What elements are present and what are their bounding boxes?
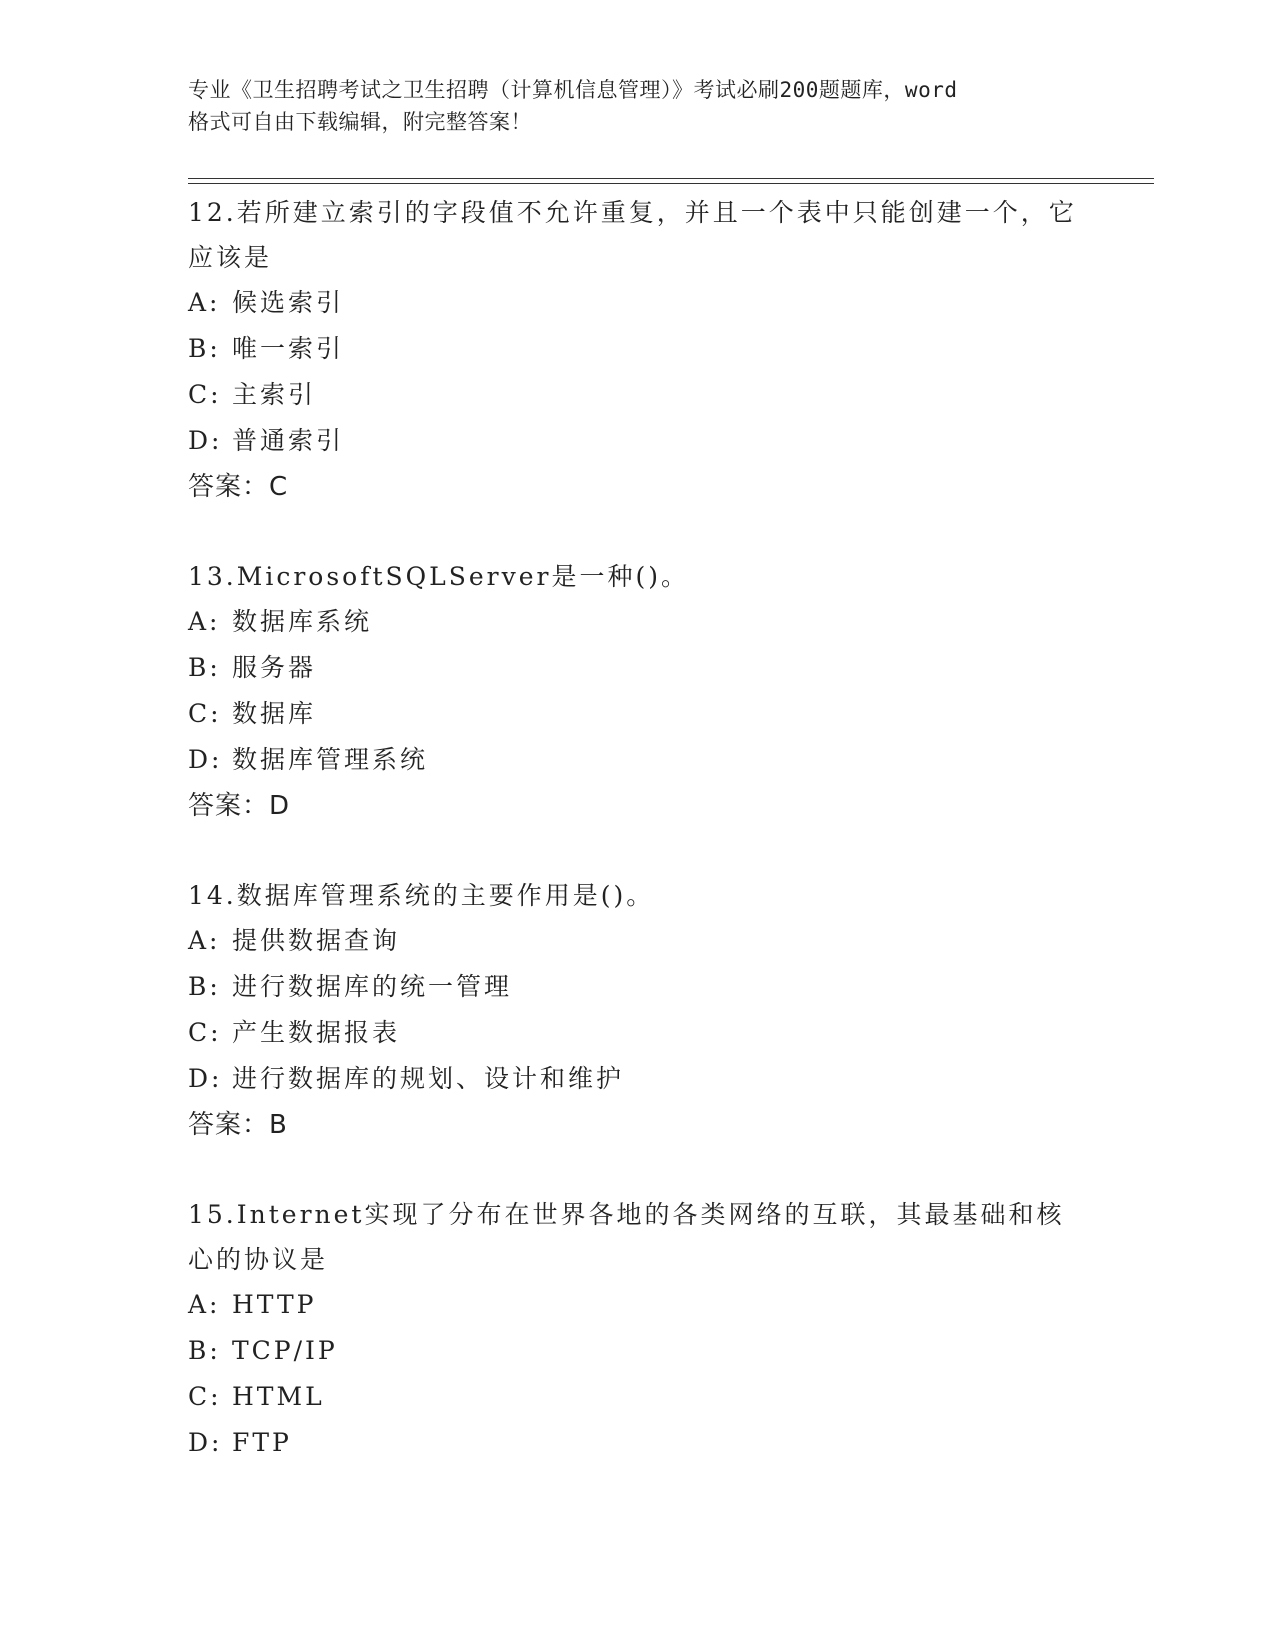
option-text: TCP/IP bbox=[232, 1336, 338, 1365]
option-b bbox=[188, 964, 1138, 1010]
document-header bbox=[188, 74, 1088, 138]
option-text: FTP bbox=[232, 1428, 292, 1457]
question-text: 13.MicrosoftSQLServer是一种()。 bbox=[188, 562, 690, 591]
question-text: 14.数据库管理系统的主要作用是()。 bbox=[188, 881, 655, 910]
option-text: 进行数据库的规划、设计和维护 bbox=[232, 1064, 625, 1093]
header-divider-bottom bbox=[188, 183, 1154, 184]
option-c bbox=[188, 691, 1138, 737]
option-text: 主索引 bbox=[232, 380, 317, 409]
question-12 bbox=[188, 190, 1138, 510]
option-letter: D: bbox=[188, 1428, 223, 1457]
option-letter: D: bbox=[188, 426, 223, 455]
option-d bbox=[188, 418, 1138, 464]
option-text: 提供数据查询 bbox=[232, 926, 401, 955]
option-d bbox=[188, 1420, 1138, 1466]
option-letter: B: bbox=[188, 334, 221, 363]
option-c bbox=[188, 1010, 1138, 1056]
question-text: 15.Internet实现了分布在世界各地的各类网络的互联，其最基础和核心的协议是 bbox=[188, 1200, 1065, 1274]
option-text: 进行数据库的统一管理 bbox=[232, 972, 513, 1001]
option-letter: A: bbox=[188, 288, 221, 317]
option-text: 产生数据报表 bbox=[232, 1018, 401, 1047]
option-c bbox=[188, 1374, 1138, 1420]
option-letter: A: bbox=[188, 1290, 221, 1319]
option-text: 唯一索引 bbox=[232, 334, 345, 363]
option-a bbox=[188, 280, 1138, 326]
header-divider-top bbox=[188, 178, 1154, 179]
answer-line: 答案：D bbox=[188, 791, 291, 821]
option-d bbox=[188, 1056, 1138, 1102]
option-letter: B: bbox=[188, 1336, 221, 1365]
option-text: 服务器 bbox=[232, 653, 317, 682]
option-text: 数据库 bbox=[232, 699, 317, 728]
header-line-2: 格式可自由下载编辑，附完整答案！ bbox=[188, 110, 532, 134]
option-letter: A: bbox=[188, 926, 221, 955]
question-text: 12.若所建立索引的字段值不允许重复，并且一个表中只能创建一个，它应该是 bbox=[188, 198, 1077, 272]
option-text: 普通索引 bbox=[232, 426, 345, 455]
answer-line: 答案：B bbox=[188, 1110, 288, 1140]
option-b bbox=[188, 1328, 1138, 1374]
option-letter: C: bbox=[188, 1018, 222, 1047]
option-text: 候选索引 bbox=[232, 288, 345, 317]
answer-line: 答案：C bbox=[188, 472, 289, 502]
option-letter: C: bbox=[188, 380, 222, 409]
option-letter: D: bbox=[188, 1064, 223, 1093]
option-c bbox=[188, 372, 1138, 418]
question-list bbox=[188, 190, 1138, 1466]
question-15 bbox=[188, 1192, 1138, 1466]
option-letter: D: bbox=[188, 745, 223, 774]
option-text: HTML bbox=[232, 1382, 325, 1411]
option-text: 数据库管理系统 bbox=[232, 745, 429, 774]
option-a bbox=[188, 599, 1138, 645]
header-line-1: 专业《卫生招聘考试之卫生招聘（计算机信息管理）》考试必刷200题题库，word bbox=[188, 78, 958, 102]
option-letter: A: bbox=[188, 607, 221, 636]
option-d bbox=[188, 737, 1138, 783]
question-13 bbox=[188, 554, 1138, 829]
option-b bbox=[188, 645, 1138, 691]
option-letter: B: bbox=[188, 653, 221, 682]
option-a bbox=[188, 918, 1138, 964]
option-b bbox=[188, 326, 1138, 372]
option-a bbox=[188, 1282, 1138, 1328]
option-letter: C: bbox=[188, 699, 222, 728]
option-text: HTTP bbox=[232, 1290, 317, 1319]
question-14 bbox=[188, 873, 1138, 1148]
option-letter: B: bbox=[188, 972, 221, 1001]
option-letter: C: bbox=[188, 1382, 222, 1411]
option-text: 数据库系统 bbox=[232, 607, 373, 636]
